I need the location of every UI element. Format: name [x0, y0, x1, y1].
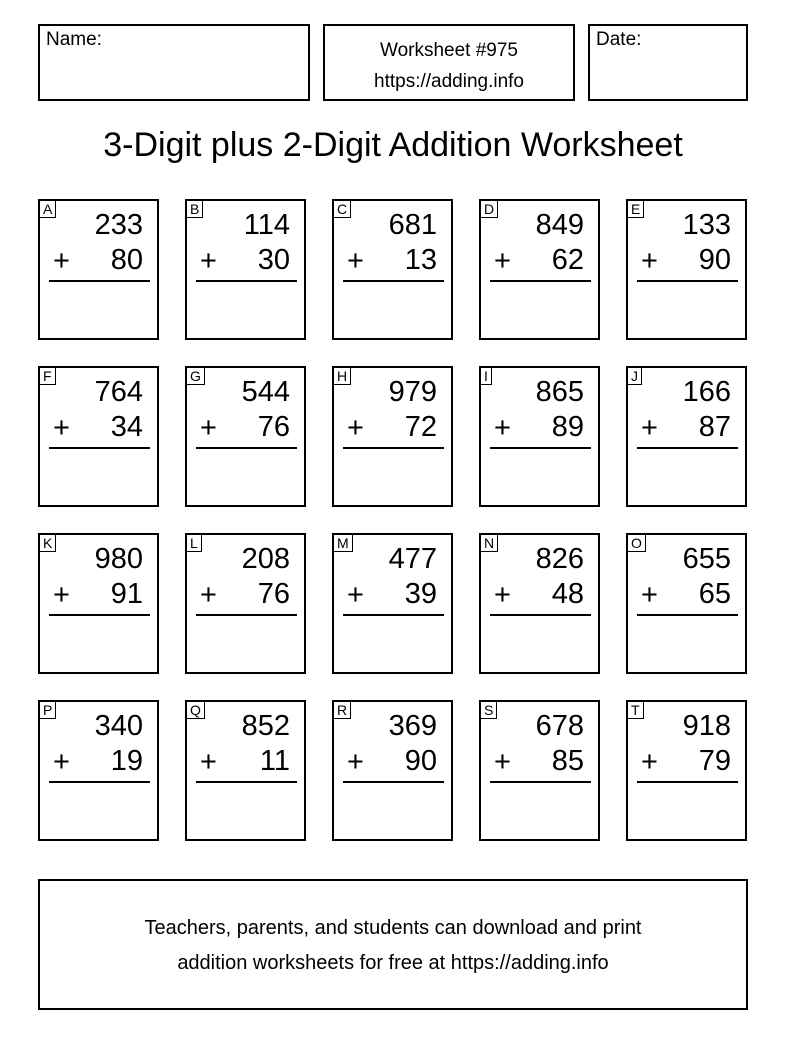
plus-sign: + [200, 412, 217, 444]
sum-line [490, 447, 591, 449]
plus-sign: + [641, 746, 658, 778]
top-addend: 477 [388, 543, 437, 575]
top-addend: 865 [535, 376, 584, 408]
top-addend: 340 [94, 710, 143, 742]
plus-sign: + [641, 245, 658, 277]
worksheet-number: Worksheet #975 [379, 40, 518, 61]
top-addend: 678 [535, 710, 584, 742]
bottom-addend: 87 [698, 411, 731, 443]
top-addend: 849 [535, 209, 584, 241]
top-addend: 852 [241, 710, 290, 742]
problem-card[interactable] [626, 199, 747, 340]
plus-sign: + [53, 746, 70, 778]
problem-letter: L [186, 534, 202, 552]
bottom-addend: 76 [257, 578, 290, 610]
problem-letter: N [480, 534, 498, 552]
problem-card[interactable] [626, 366, 747, 507]
top-addend: 918 [682, 710, 731, 742]
top-addend: 233 [94, 209, 143, 241]
bottom-addend: 13 [404, 244, 437, 276]
plus-sign: + [347, 412, 364, 444]
top-addend: 655 [682, 543, 731, 575]
problem-letter: M [333, 534, 353, 552]
bottom-addend: 85 [551, 745, 584, 777]
plus-sign: + [200, 579, 217, 611]
footer-line-2: addition worksheets for free at https://adding.info [177, 952, 609, 974]
problem-letter: D [480, 200, 498, 218]
top-addend: 764 [94, 376, 143, 408]
sum-line [196, 280, 297, 282]
problem-letter: P [39, 701, 56, 719]
top-addend: 980 [94, 543, 143, 575]
plus-sign: + [347, 579, 364, 611]
bottom-addend: 80 [110, 244, 143, 276]
bottom-addend: 90 [404, 745, 437, 777]
bottom-addend: 90 [698, 244, 731, 276]
sum-line [490, 280, 591, 282]
bottom-addend: 19 [110, 745, 143, 777]
problem-card[interactable] [38, 533, 159, 674]
problem-card[interactable] [479, 366, 600, 507]
sum-line [637, 447, 738, 449]
plus-sign: + [494, 579, 511, 611]
sum-line [490, 614, 591, 616]
problem-card[interactable] [185, 366, 306, 507]
problem-letter: F [39, 367, 56, 385]
footer-line-1: Teachers, parents, and students can download and print [144, 917, 642, 939]
problem-letter: K [39, 534, 56, 552]
sum-line [637, 614, 738, 616]
problem-card[interactable] [38, 700, 159, 841]
problem-card[interactable] [38, 199, 159, 340]
top-addend: 681 [388, 209, 437, 241]
plus-sign: + [347, 245, 364, 277]
sum-line [343, 781, 444, 783]
problem-letter: E [627, 200, 644, 218]
top-addend: 133 [682, 209, 731, 241]
top-addend: 369 [388, 710, 437, 742]
bottom-addend: 91 [110, 578, 143, 610]
sum-line [49, 781, 150, 783]
top-addend: 979 [388, 376, 437, 408]
problem-card[interactable] [185, 199, 306, 340]
problem-card[interactable] [479, 700, 600, 841]
bottom-addend: 30 [257, 244, 290, 276]
problem-letter: B [186, 200, 203, 218]
sum-line [343, 447, 444, 449]
problem-card[interactable] [626, 533, 747, 674]
plus-sign: + [200, 746, 217, 778]
top-addend: 114 [243, 209, 290, 241]
plus-sign: + [641, 579, 658, 611]
plus-sign: + [200, 245, 217, 277]
plus-sign: + [347, 746, 364, 778]
sum-line [196, 614, 297, 616]
problem-card[interactable] [332, 199, 453, 340]
plus-sign: + [494, 746, 511, 778]
sum-line [637, 280, 738, 282]
top-addend: 166 [682, 376, 731, 408]
bottom-addend: 72 [404, 411, 437, 443]
sum-line [490, 781, 591, 783]
problem-letter: I [480, 367, 492, 385]
problem-card[interactable] [479, 533, 600, 674]
bottom-addend: 62 [551, 244, 584, 276]
top-addend: 208 [241, 543, 290, 575]
bottom-addend: 79 [698, 745, 731, 777]
worksheet-url: https://adding.info [374, 71, 524, 92]
bottom-addend: 89 [551, 411, 584, 443]
bottom-addend: 34 [110, 411, 143, 443]
problem-letter: T [627, 701, 644, 719]
plus-sign: + [494, 412, 511, 444]
problem-card[interactable] [185, 533, 306, 674]
page-title: 3-Digit plus 2-Digit Addition Worksheet [103, 126, 683, 164]
bottom-addend: 48 [551, 578, 584, 610]
top-addend: 544 [241, 376, 290, 408]
problem-card[interactable] [332, 533, 453, 674]
problem-card[interactable] [626, 700, 747, 841]
problem-card[interactable] [332, 366, 453, 507]
name-label: Name: [46, 29, 102, 50]
problem-letter: J [627, 367, 642, 385]
plus-sign: + [494, 245, 511, 277]
bottom-addend: 65 [698, 578, 731, 610]
bottom-addend: 11 [259, 745, 290, 777]
footer-box [38, 879, 748, 1010]
date-field-box[interactable] [588, 24, 748, 101]
problem-letter: R [333, 701, 351, 719]
plus-sign: + [641, 412, 658, 444]
sum-line [49, 447, 150, 449]
bottom-addend: 76 [257, 411, 290, 443]
problem-card[interactable] [185, 700, 306, 841]
problem-letter: S [480, 701, 497, 719]
problem-letter: C [333, 200, 351, 218]
problem-card[interactable] [332, 700, 453, 841]
bottom-addend: 39 [404, 578, 437, 610]
plus-sign: + [53, 412, 70, 444]
problem-letter: G [186, 367, 205, 385]
sum-line [49, 280, 150, 282]
problem-letter: A [39, 200, 56, 218]
sum-line [343, 614, 444, 616]
sum-line [196, 781, 297, 783]
name-field-box[interactable] [38, 24, 310, 101]
problem-card[interactable] [38, 366, 159, 507]
sum-line [637, 781, 738, 783]
sum-line [49, 614, 150, 616]
top-addend: 826 [535, 543, 584, 575]
date-label: Date: [596, 29, 642, 50]
problem-card[interactable] [479, 199, 600, 340]
problem-letter: Q [186, 701, 205, 719]
plus-sign: + [53, 245, 70, 277]
problem-letter: O [627, 534, 646, 552]
sum-line [196, 447, 297, 449]
worksheet-info-box [323, 24, 575, 101]
sum-line [343, 280, 444, 282]
plus-sign: + [53, 579, 70, 611]
problem-letter: H [333, 367, 351, 385]
